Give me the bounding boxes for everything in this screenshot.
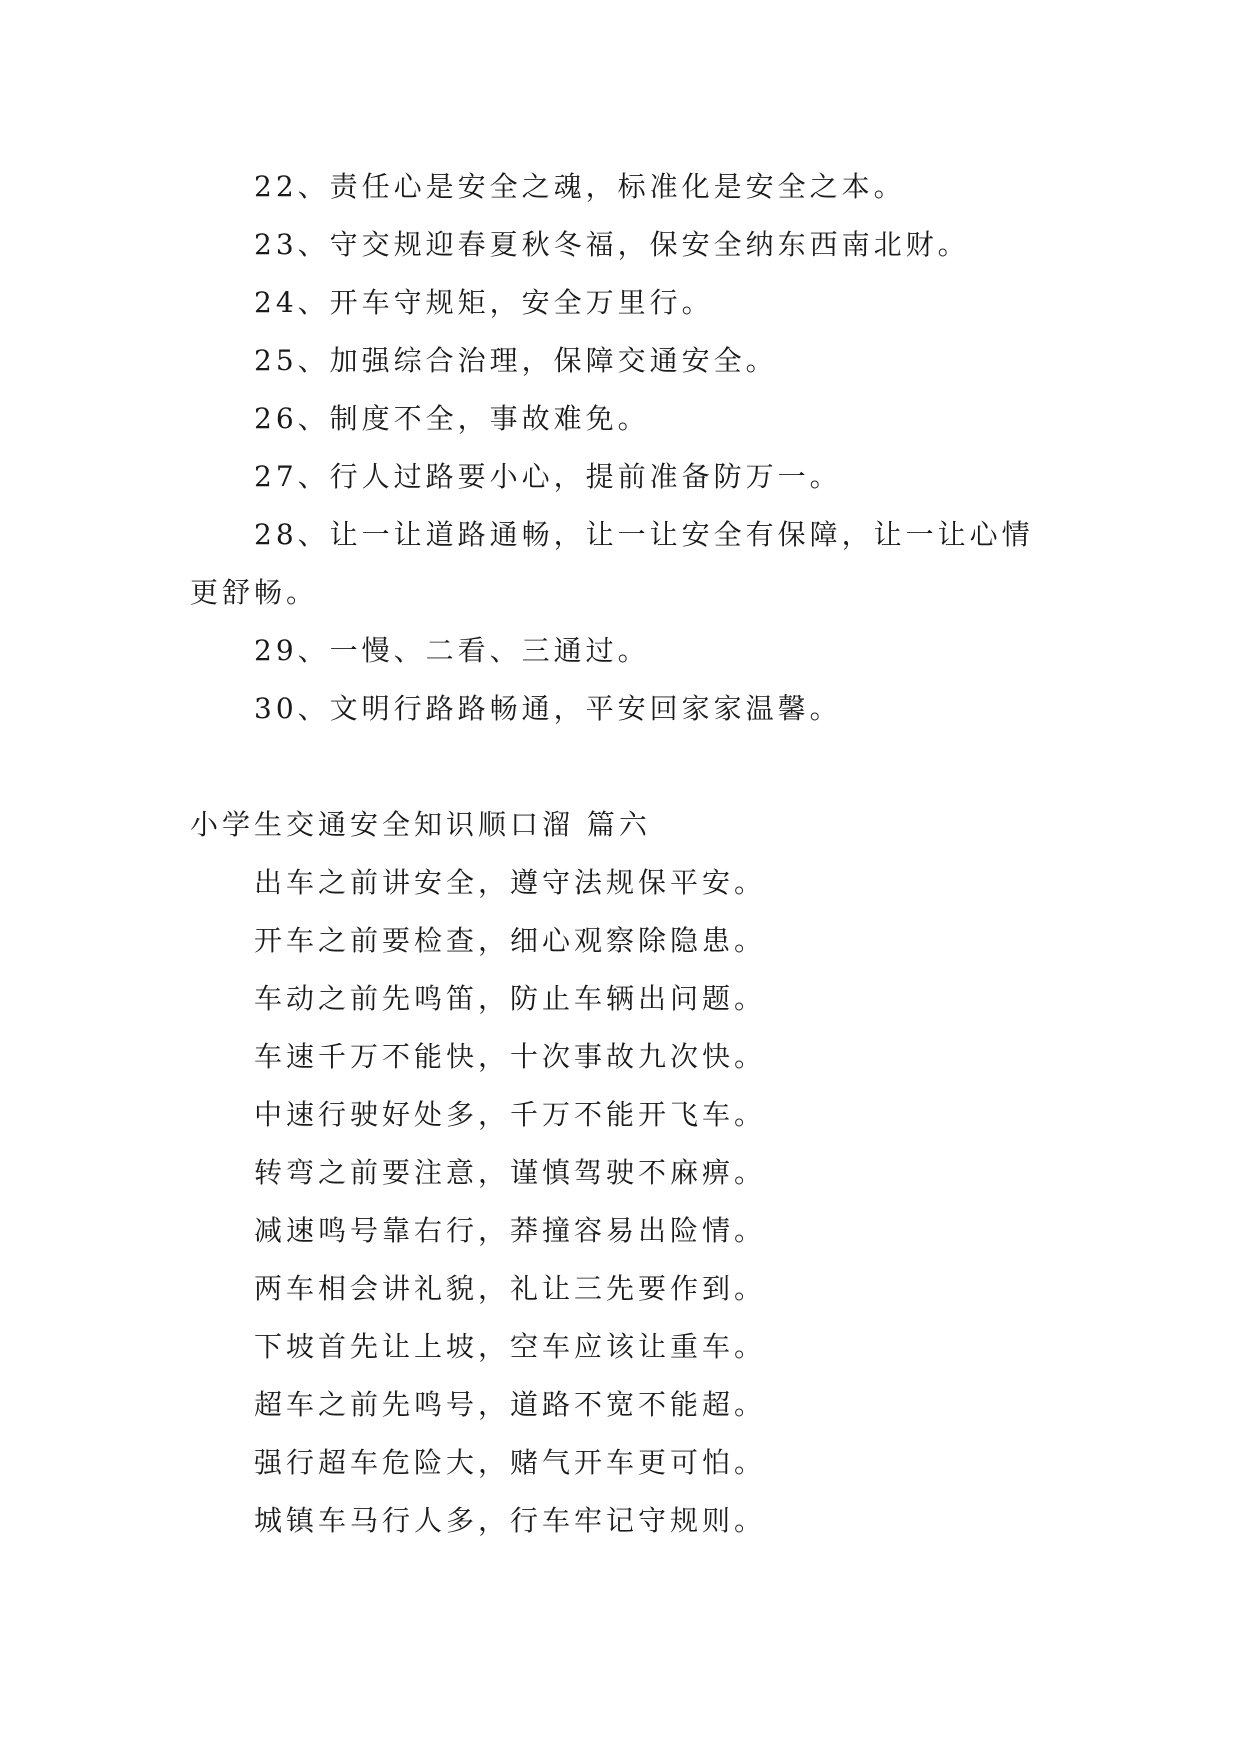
slogan-item: 23、守交规迎春夏秋冬福，保安全纳东西南北财。 bbox=[254, 228, 970, 261]
section-spacer bbox=[190, 738, 1065, 796]
rhyme-line: 减速鸣号靠右行，莽撞容易出险情。 bbox=[254, 1214, 767, 1247]
slogan-item: 30、文明行路路畅通，平安回家家温馨。 bbox=[254, 692, 842, 725]
rhyme-line: 车动之前先鸣笛，防止车辆出问题。 bbox=[254, 982, 767, 1015]
rhyme-line: 转弯之前要注意，谨慎驾驶不麻痹。 bbox=[254, 1156, 767, 1189]
slogan-item: 26、制度不全，事故难免。 bbox=[254, 402, 650, 435]
rhyme-line: 城镇车马行人多，行车牢记守规则。 bbox=[254, 1504, 767, 1537]
slogan-item: 25、加强综合治理，保障交通安全。 bbox=[254, 344, 778, 377]
rhyme-line: 下坡首先让上坡，空车应该让重车。 bbox=[254, 1330, 767, 1363]
rhyme-line: 中速行驶好处多，千万不能开飞车。 bbox=[254, 1098, 767, 1131]
rhyme-line: 超车之前先鸣号，道路不宽不能超。 bbox=[254, 1388, 767, 1421]
rhyme-line: 车速千万不能快，十次事故九次快。 bbox=[254, 1040, 767, 1073]
rhyme-line: 开车之前要检查，细心观察除隐患。 bbox=[254, 924, 767, 957]
document-body bbox=[190, 158, 1065, 1550]
slogan-item: 29、一慢、二看、三通过。 bbox=[254, 634, 650, 667]
slogan-item-wrapped: 28、让一让道路通畅，让一让安全有保障，让一让心情更舒畅。 bbox=[190, 518, 1034, 609]
slogan-item: 27、行人过路要小心，提前准备防万一。 bbox=[254, 460, 842, 493]
rhyme-line: 两车相会讲礼貌，礼让三先要作到。 bbox=[254, 1272, 767, 1305]
slogan-item: 22、责任心是安全之魂，标准化是安全之本。 bbox=[254, 170, 906, 203]
slogan-item: 24、开车守规矩，安全万里行。 bbox=[254, 286, 714, 319]
section-title: 小学生交通安全知识顺口溜 篇六 bbox=[190, 808, 651, 841]
rhyme-line: 强行超车危险大，赌气开车更可怕。 bbox=[254, 1446, 767, 1479]
rhyme-line: 出车之前讲安全，遵守法规保平安。 bbox=[254, 866, 767, 899]
